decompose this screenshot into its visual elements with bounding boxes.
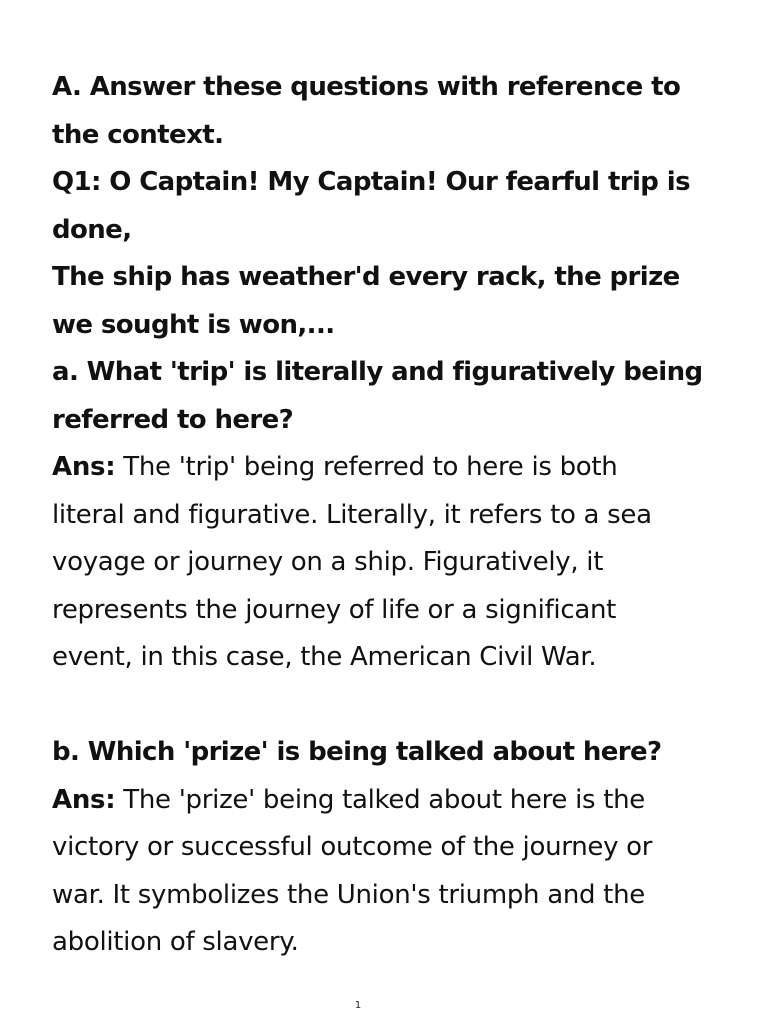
answer-a-line-4: represents the journey of life or a significant [52,594,617,625]
answer-a-line-2: literal and figurative. Literally, it refers to a sea [52,499,652,530]
document-page [52,64,732,967]
answer-a-line-1 [52,444,732,492]
answer-a-line-5: event, in this case, the American Civil War. [52,642,597,672]
q1-quote-line-2: done, [52,214,132,245]
section-heading-line-1: A. Answer these questions with reference to [52,72,681,102]
answer-b-text-start: The 'prize' being talked about here is the [115,784,645,815]
answer-b-line-4: abolition of slavery. [52,927,299,957]
question-b: b. Which 'prize' is being talked about here? [52,737,662,767]
answer-a-text-start: The 'trip' being referred to here is both [115,452,618,482]
paragraph-spacer [52,682,732,730]
page-number: 1 [354,1000,362,1011]
q1-quote-line-3: The ship has weather'd every rack, the prize [52,262,680,292]
answer-b-line-1 [52,777,732,825]
answer-a-label: Ans: [52,452,116,482]
answer-b-line-2: victory or successful outcome of the journey or [52,832,653,862]
q1-quote-line-1: Q1: O Captain! My Captain! Our fearful trip is [52,167,690,197]
section-heading-line-2: the context. [52,119,224,150]
question-a-line-2: referred to here? [52,404,294,435]
answer-a-line-3: voyage or journey on a ship. Figuratively, it [52,547,604,577]
answer-b-label: Ans: [52,784,116,815]
q1-quote-line-4: we sought is won,... [52,309,335,340]
answer-b-line-3: war. It symbolizes the Union's triumph and the [52,879,645,910]
question-a-line-1: a. What 'trip' is literally and figuratively being [52,357,703,387]
